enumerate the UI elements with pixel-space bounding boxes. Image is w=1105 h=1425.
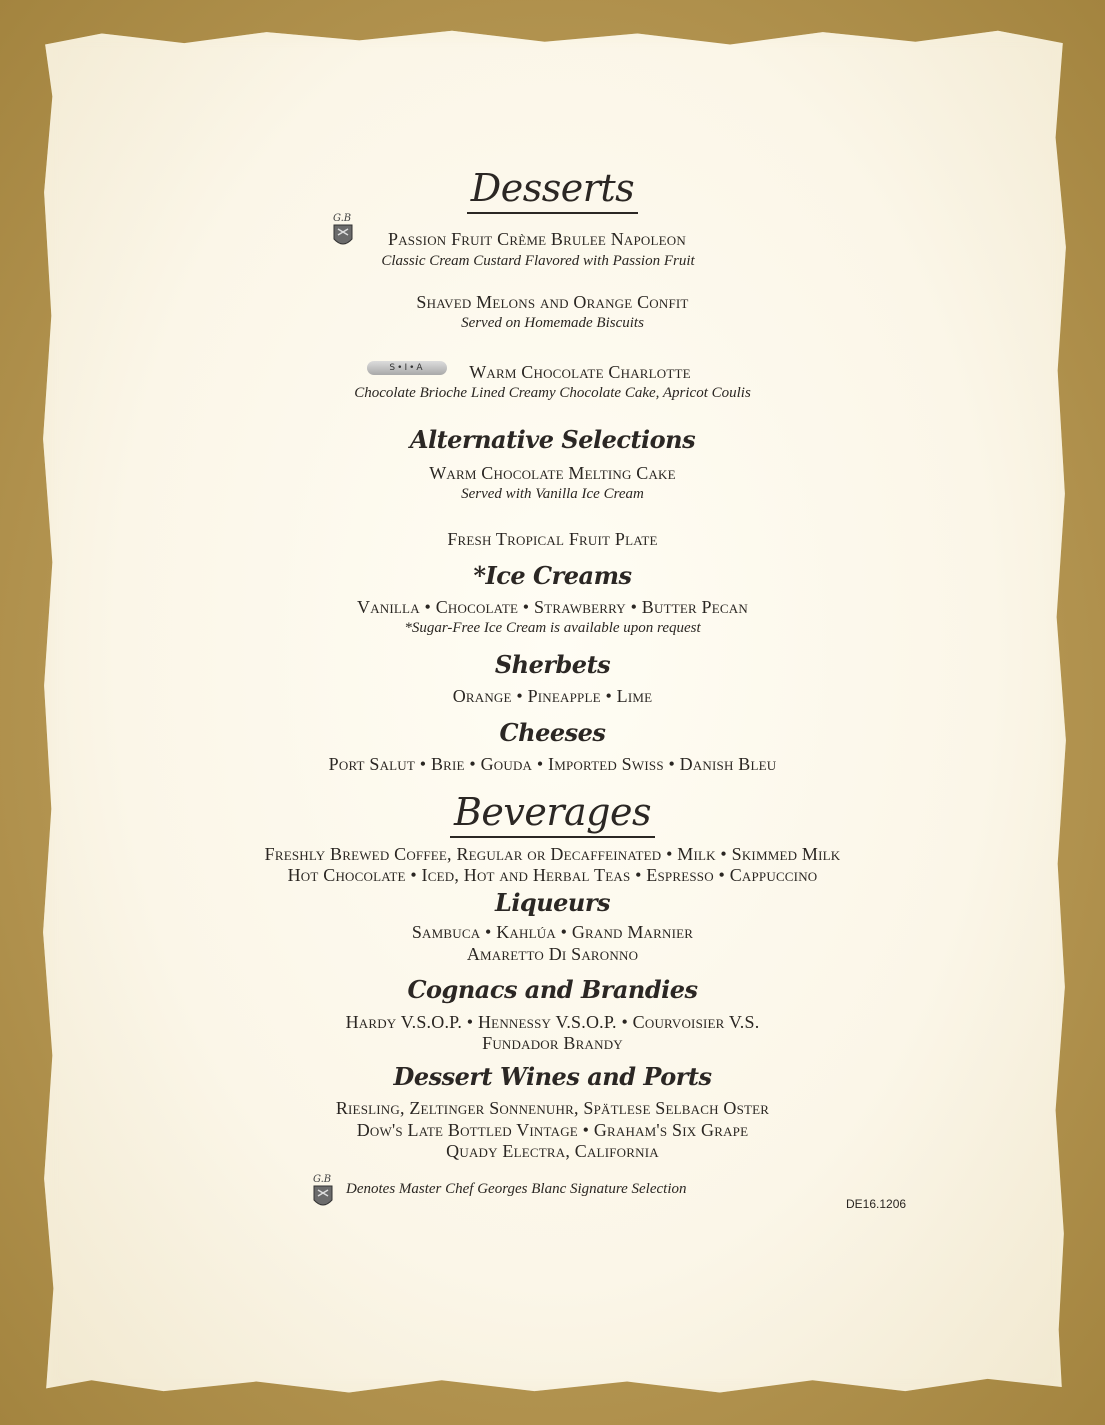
beverages-title: Beverages [0, 790, 1105, 834]
liqueurs-line: Amaretto Di Saronno [466, 944, 639, 964]
cheeses-title: Cheeses [499, 718, 606, 747]
menu-code: DE16.1206 [846, 1197, 907, 1211]
liqueurs-line: Sambuca • Kahlúa • Grand Marnier [411, 922, 694, 942]
beverages-line: Hot Chocolate • Iced, Hot and Herbal Teas • Espresso • Cappuccino [287, 865, 818, 885]
alternatives-title: Alternative Selections [409, 425, 696, 454]
dessert-item-desc: Classic Cream Custard Flavored with Passion Fruit [381, 253, 695, 269]
georges-blanc-crest-icon [330, 211, 356, 251]
dessert-item-name: Passion Fruit Crème Brulee Napoleon [388, 229, 686, 249]
dessert-item-desc: Served on Homemade Biscuits [461, 315, 644, 331]
dessert-item-name: Shaved Melons and Orange Confit [416, 292, 689, 312]
ice-creams-note: *Sugar-Free Ice Cream is available upon request [404, 620, 701, 636]
signature-note: Denotes Master Chef Georges Blanc Signature Selection [346, 1181, 687, 1197]
desserts-title: Desserts [0, 166, 1105, 210]
ice-creams-list: Vanilla • Chocolate • Strawberry • Butter Pecan [357, 597, 748, 617]
liqueurs-title: Liqueurs [494, 888, 611, 917]
svg-text:G.B: G.B [313, 1174, 332, 1185]
dessert-wines-line: Riesling, Zeltinger Sonnenuhr, Spätlese Selbach Oster [335, 1098, 770, 1118]
sherbets-title: Sherbets [494, 650, 611, 679]
cheeses-list: Port Salut • Brie • Gouda • Imported Swiss • Danish Bleu [328, 754, 777, 774]
sherbets-list: Orange • Pineapple • Lime [452, 686, 653, 706]
svg-text:G.B: G.B [333, 213, 352, 224]
cognacs-title: Cognacs and Brandies [407, 975, 698, 1004]
cognacs-line: Fundador Brandy [482, 1033, 623, 1053]
alternative-item-name: Warm Chocolate Melting Cake [429, 463, 676, 483]
dessert-wines-title: Dessert Wines and Ports [393, 1062, 712, 1091]
spa-logo-icon: S•I•A [367, 361, 447, 375]
dessert-item-name: Warm Chocolate Charlotte [469, 362, 691, 382]
dessert-wines-line: Quady Electra, California [446, 1141, 659, 1161]
georges-blanc-crest-icon [310, 1172, 336, 1212]
beverages-line: Freshly Brewed Coffee, Regular or Decaffeinated • Milk • Skimmed Milk [264, 844, 841, 864]
dessert-item-desc: Chocolate Brioche Lined Creamy Chocolate Cake, Apricot Coulis [354, 385, 751, 401]
alternative-item-desc: Served with Vanilla Ice Cream [461, 486, 644, 502]
alternative-item-name: Fresh Tropical Fruit Plate [447, 529, 658, 549]
dessert-wines-line: Dow's Late Bottled Vintage • Graham's Six Grape [356, 1120, 749, 1140]
cognacs-line: Hardy V.S.O.P. • Hennessy V.S.O.P. • Courvoisier V.S. [345, 1012, 760, 1032]
ice-creams-title: *Ice Creams [473, 561, 632, 590]
